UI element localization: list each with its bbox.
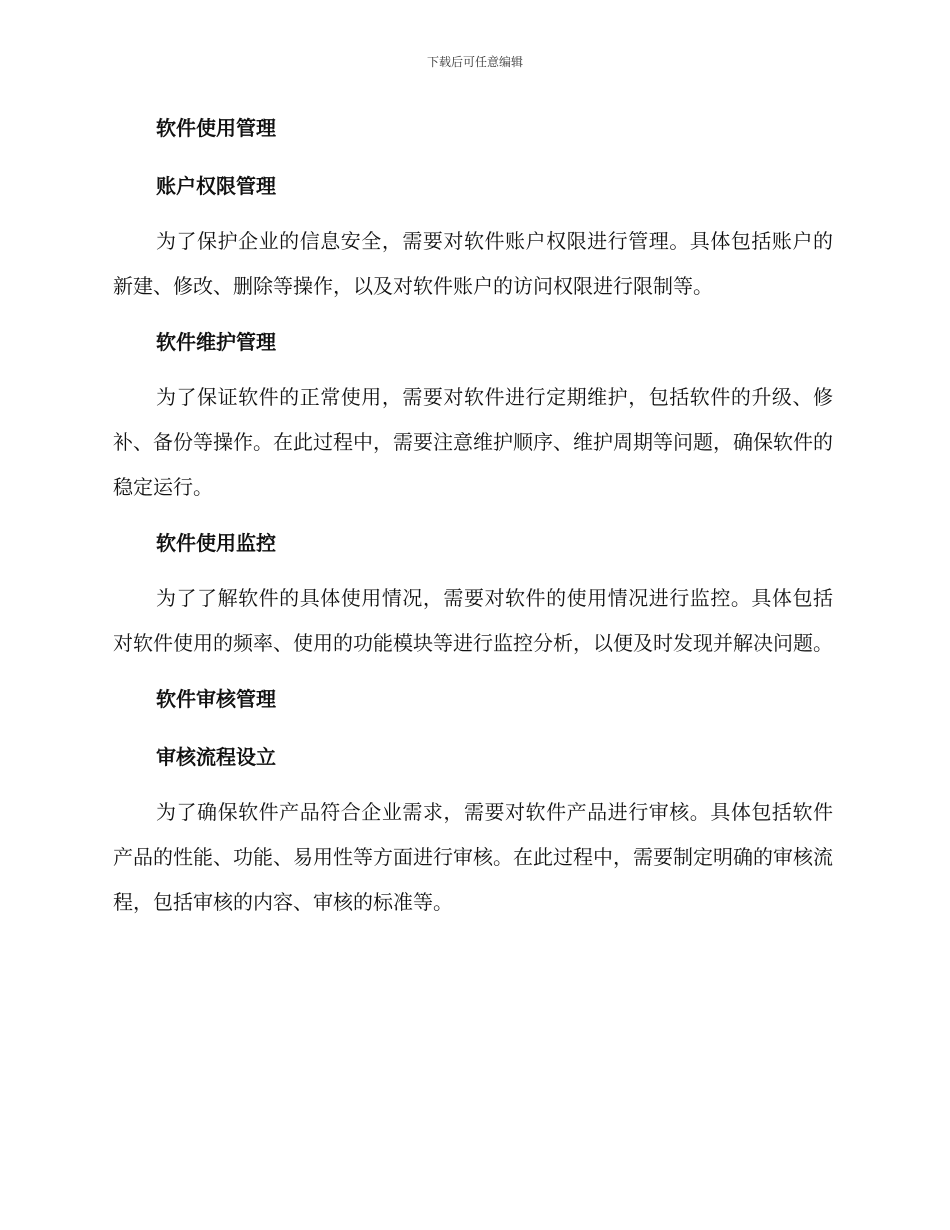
heading-software-review-management: 软件审核管理 — [156, 687, 276, 711]
heading-software-usage-management: 软件使用管理 — [156, 116, 276, 140]
heading-review-process-setup: 审核流程设立 — [156, 745, 276, 769]
paragraph-account-permission: 为了保护企业的信息安全，需要对软件账户权限进行管理。具体包括账户的新建、修改、删除等操作，以及对软件账户的访问权限进行限制等。 — [113, 229, 833, 298]
paragraph-software-maintenance: 为了保证软件的正常使用，需要对软件进行定期维护，包括软件的升级、修补、备份等操作。在此过程中，需要注意维护顺序、维护周期等问题，确保软件的稳定运行。 — [113, 385, 833, 499]
paragraph-review-process: 为了确保软件产品符合企业需求，需要对软件产品进行审核。具体包括软件产品的性能、功能、易用性等方面进行审核。在此过程中，需要制定明确的审核流程，包括审核的内容、审核的标准等。 — [113, 800, 833, 914]
heading-software-usage-monitoring: 软件使用监控 — [156, 531, 276, 555]
document-body — [113, 108, 833, 938]
paragraph-software-usage-monitoring: 为了了解软件的具体使用情况，需要对软件的使用情况进行监控。具体包括对软件使用的频率、使用的功能模块等进行监控分析，以便及时发现并解决问题。 — [113, 586, 833, 655]
page-header: 下载后可任意编辑 — [426, 55, 523, 69]
heading-account-permission-management: 账户权限管理 — [156, 174, 276, 198]
heading-software-maintenance-management: 软件维护管理 — [156, 330, 276, 354]
